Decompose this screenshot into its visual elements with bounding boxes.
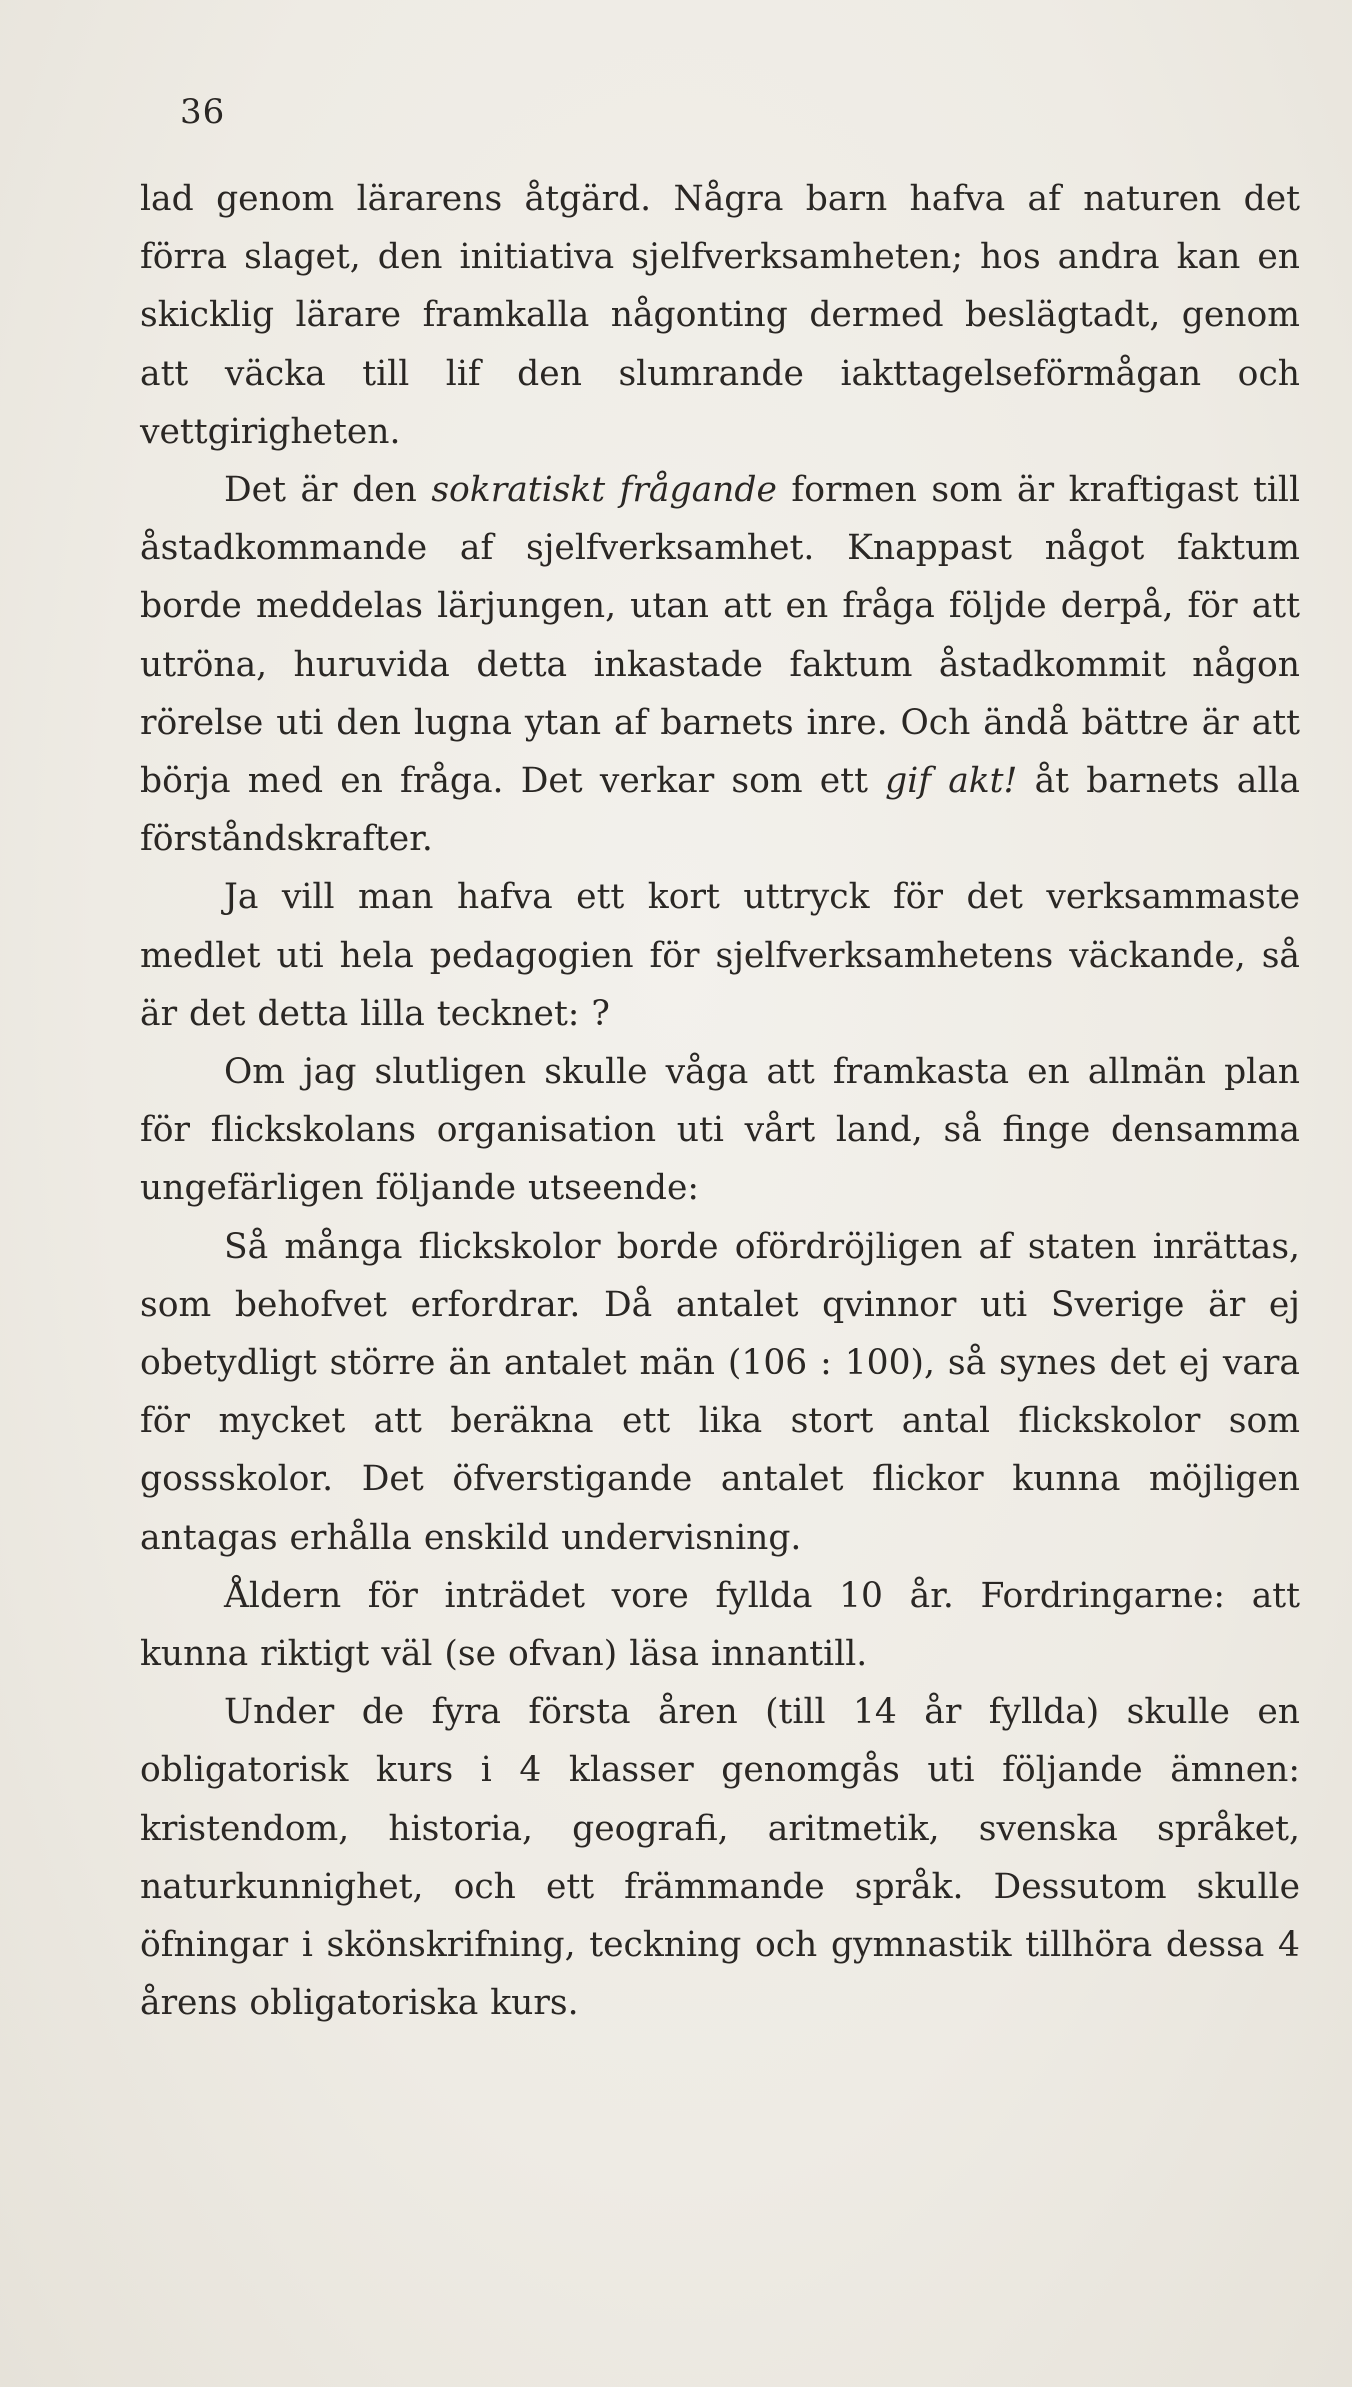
paragraph	[140, 1683, 1300, 2032]
text-run: lad genom lärarens åtgärd. Några barn hafva af naturen det förra slaget, den initiativa sjelfverksamheten; hos andra kan en skicklig lärare framkalla någonting dermed beslägtadt, genom att väcka till lif den slumrande iakttagelseförmågan och vettgirigheten.	[140, 179, 1300, 452]
text-run: Om jag slutligen skulle våga att framkasta en allmän plan för flickskolans organisation uti vårt land, så finge densamma ungefärligen följande utseende:	[140, 1052, 1300, 1209]
paragraph	[140, 868, 1300, 1043]
paragraph	[140, 1043, 1300, 1218]
paragraph	[140, 461, 1300, 868]
text-run: Det är den	[224, 470, 432, 511]
page-number: 36	[180, 92, 226, 132]
paragraph	[140, 1218, 1300, 1567]
text-run: Åldern för inträdet vore fyllda 10 år. Fordringarne: att kunna riktigt väl (se ofvan) läsa innantill.	[140, 1575, 1300, 1675]
body-text	[140, 170, 1300, 2033]
text-run: Så många flickskolor borde ofördröjligen af staten inrättas, som behofvet erfordrar. Då antalet qvinnor uti Sverige är ej obetydligt större än antalet män (106 : 100), så synes det ej vara för mycket att beräkna ett lika stort antal flickskolor som gossskolor. Det öfverstigande antalet flickor kunna möjligen antagas erhålla enskild undervisning.	[140, 1226, 1300, 1558]
paragraph	[140, 170, 1300, 461]
italic-phrase: sokratiskt frågande	[431, 470, 777, 511]
paragraph	[140, 1567, 1300, 1683]
italic-phrase: gif akt!	[885, 761, 1018, 802]
text-run: formen som är kraftigast till åstadkommande af sjelfverksamhet. Knappast något faktum borde meddelas lärjungen, utan att en fråga följde derpå, för att utröna, huruvida detta inkastade faktum åstadkommit någon rörelse uti den lugna ytan af barnets inre. Och ändå bättre är att börja med en fråga. Det verkar som ett	[140, 470, 1300, 802]
text-run: åt barnets alla förståndskrafter.	[140, 761, 1300, 860]
text-run: Under de fyra första åren (till 14 år fyllda) skulle en obligatorisk kurs i 4 klasser genomgås uti följande ämnen: kristendom, historia, geografi, aritmetik, svenska språket, naturkunnighet, och ett främmande språk. Dessutom skulle öfningar i skönskrifning, teckning och gymnastik tillhöra dessa 4 årens obligatoriska kurs.	[140, 1692, 1300, 2024]
text-run: Ja vill man hafva ett kort uttryck för det verksammaste medlet uti hela pedagogien för sjelfverksamhetens väckande, så är det detta lilla tecknet: ?	[140, 877, 1300, 1034]
